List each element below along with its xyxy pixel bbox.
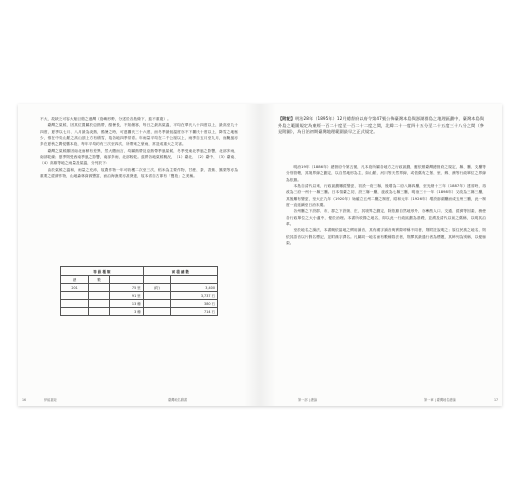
table-cell: (約) bbox=[143, 284, 170, 292]
paragraph: 臺灣之氣候，因其位置屬於亞熱帶，酷暑長，不知嚴寒，每日之最高氣溫，平均在華氏八十四度以上，最高至九十四度，夏季以七月、八月最為炎熱，酷暑之時，可達攝氏三十六度，而冬季最低溫度亦不下攝氏十度以上，降雪之地極少，惟在中央山脈之高山頂上方有積雪，故各地四季常青。年雨量平均在二千公厘以上，雨季自五月至九月，而颱風亦多在夏秋之間侵襲本島，每年平均約有三次至四次，所帶來之豪雨，常造成重大之災害。 bbox=[40, 123, 238, 147]
table-cell bbox=[109, 276, 143, 284]
paragraph: 不大，故缺乏可容大船巨舶之港灣（島嶼形勢，分述於各島條下，茲不重複）。 bbox=[40, 117, 171, 121]
appendix-paragraph bbox=[278, 116, 484, 136]
statistics-table bbox=[60, 266, 218, 316]
table-cell: 91 里 bbox=[109, 292, 143, 300]
paragraph: 由於氣候之溫和，雨量之充沛，故農作物一年可收穫二次至三次，稻米為主要作物，甘蔗、茶、香蕉、鳳梨等亦為重要之經濟作物，山地森林資源豐富，而沿海漁業亦甚發達，故本省自古即有「寶島」之美稱。 bbox=[40, 167, 238, 179]
appendix-note bbox=[278, 116, 484, 136]
gutter-shadow bbox=[244, 104, 260, 406]
table-cell bbox=[61, 308, 89, 316]
table-header-row bbox=[61, 267, 218, 276]
table-cell bbox=[61, 300, 89, 308]
running-title: 伊能嘉矩 bbox=[44, 398, 57, 402]
running-title: 第一章 | 臺灣地名總論 bbox=[424, 398, 456, 402]
table-cell bbox=[61, 292, 89, 300]
appendix-text: 明治28年（1895年）12月總督府以府令第47號公佈臺灣本島與澎湖群島之地理區劃中，臺灣本島與外島之範圍規定為東經一百二十度至一百二十二度之間，北緯二十一度四十五分至二十五度三十八分之間（參見附圖），為日治初期臺灣地理範圍最早之正式規定。 bbox=[278, 116, 484, 134]
table-cell bbox=[143, 292, 170, 300]
appendix-label: 【附記】 bbox=[278, 116, 296, 121]
table-cell bbox=[143, 300, 170, 308]
table-cell bbox=[89, 308, 110, 316]
table-cell: 13 種 bbox=[109, 300, 143, 308]
table-cell: 75 里 bbox=[109, 284, 143, 292]
left-page bbox=[18, 104, 261, 406]
running-header: 臺灣地名辭書 bbox=[168, 398, 188, 402]
table-cell bbox=[170, 276, 217, 284]
table-cell bbox=[89, 284, 110, 292]
paragraph: 明治19年（1886年）總督府令第五號，凡本島所屬各地方之行政區劃，應依照臺灣總督府之規定，縣、廳、支廳等分別管轄，其境界線之劃定，以自然地形為主，如山脈、河川等天然界線，或依舊有之堡、里、鄉、澳等行政單位之界線為依據。 bbox=[286, 165, 486, 182]
right-page bbox=[260, 104, 502, 406]
paragraph: 各州廳之下設郡、市，郡之下設街、庄，其境界之劃定，除依據自然地形外，亦參酌人口、交通、經濟等因素，務使各行政單位之大小適中，便於治理。本書所收錄之地名，即以此一行政區劃為基礎，並溯及清代以前之舊稱，以明其沿革。 bbox=[286, 209, 486, 227]
table-cell: 201 bbox=[61, 284, 89, 292]
table-cell bbox=[89, 300, 110, 308]
table-row bbox=[61, 284, 218, 292]
paragraph: 至於地名之讀法，本書概依當地之慣用讀音，其有漢字讀音與實際呼稱不同者，則附註說明之；原住民族之地名，則依其語音以片假名標記，並附漢字譯名。凡屬同一地名而有數種寫法者，則擇其最通行者為標題，其餘列為別稱，以便檢索。 bbox=[286, 228, 486, 246]
table-cell: 3,737 石 bbox=[170, 292, 217, 300]
table-cell: 714 石 bbox=[170, 308, 217, 316]
table-cell: 3,400 bbox=[170, 284, 217, 292]
gutter-shadow bbox=[260, 104, 276, 406]
running-header: 第一部 | 總論 bbox=[298, 398, 318, 402]
page-number: 16 bbox=[22, 398, 27, 402]
table-header-cell: 等 級 種 類 bbox=[61, 267, 144, 276]
left-page-text bbox=[40, 116, 238, 179]
book-spread bbox=[18, 104, 502, 406]
table-cell bbox=[143, 276, 170, 284]
table-header-cell: 面 積 總 數 bbox=[143, 267, 217, 276]
table-cell: 3 種 bbox=[109, 308, 143, 316]
table-cell bbox=[143, 308, 170, 316]
paragraph: 臺灣之氣候雖因南北而稍有差異，然大體而言，均屬熱帶及亞熱帶季風氣候，冬季受東北季風之影響，北部多雨，南部乾燥；夏季則受西南季風之影響，南部多雨，北部較乾。茲將各地氣候概況，（1）臺北、（2）臺中、（3）臺南、（4）高雄等地之雨量及氣溫，分列於下： bbox=[40, 148, 238, 166]
right-page-text bbox=[286, 164, 486, 246]
table-cell: 數 bbox=[89, 276, 110, 284]
table-cell: 總 bbox=[61, 276, 89, 284]
table-row bbox=[61, 300, 218, 308]
table-cell: 380 石 bbox=[170, 300, 217, 308]
table-row bbox=[61, 292, 218, 300]
table-row bbox=[61, 276, 218, 284]
page-number: 17 bbox=[493, 398, 498, 402]
table-row bbox=[61, 308, 218, 316]
table-cell bbox=[89, 292, 110, 300]
paragraph: 本島自清代以來，行政區劃屢經變更，初設一府三縣，後增為二府八縣四廳，至光緒十三年（1887年）建省時，再改為三府一州十一縣三廳。日本領臺之初，設三縣一廳，旋改為七縣三廳，明治三十一年（1898年）又改為三縣三廳，其後屢有變更，至大正九年（1920年）始確立五州二廳之制度，昭和元年（1926年）增設澎湖廳而成五州三廳，此一制度一直延續至日治末期。 bbox=[286, 184, 486, 208]
